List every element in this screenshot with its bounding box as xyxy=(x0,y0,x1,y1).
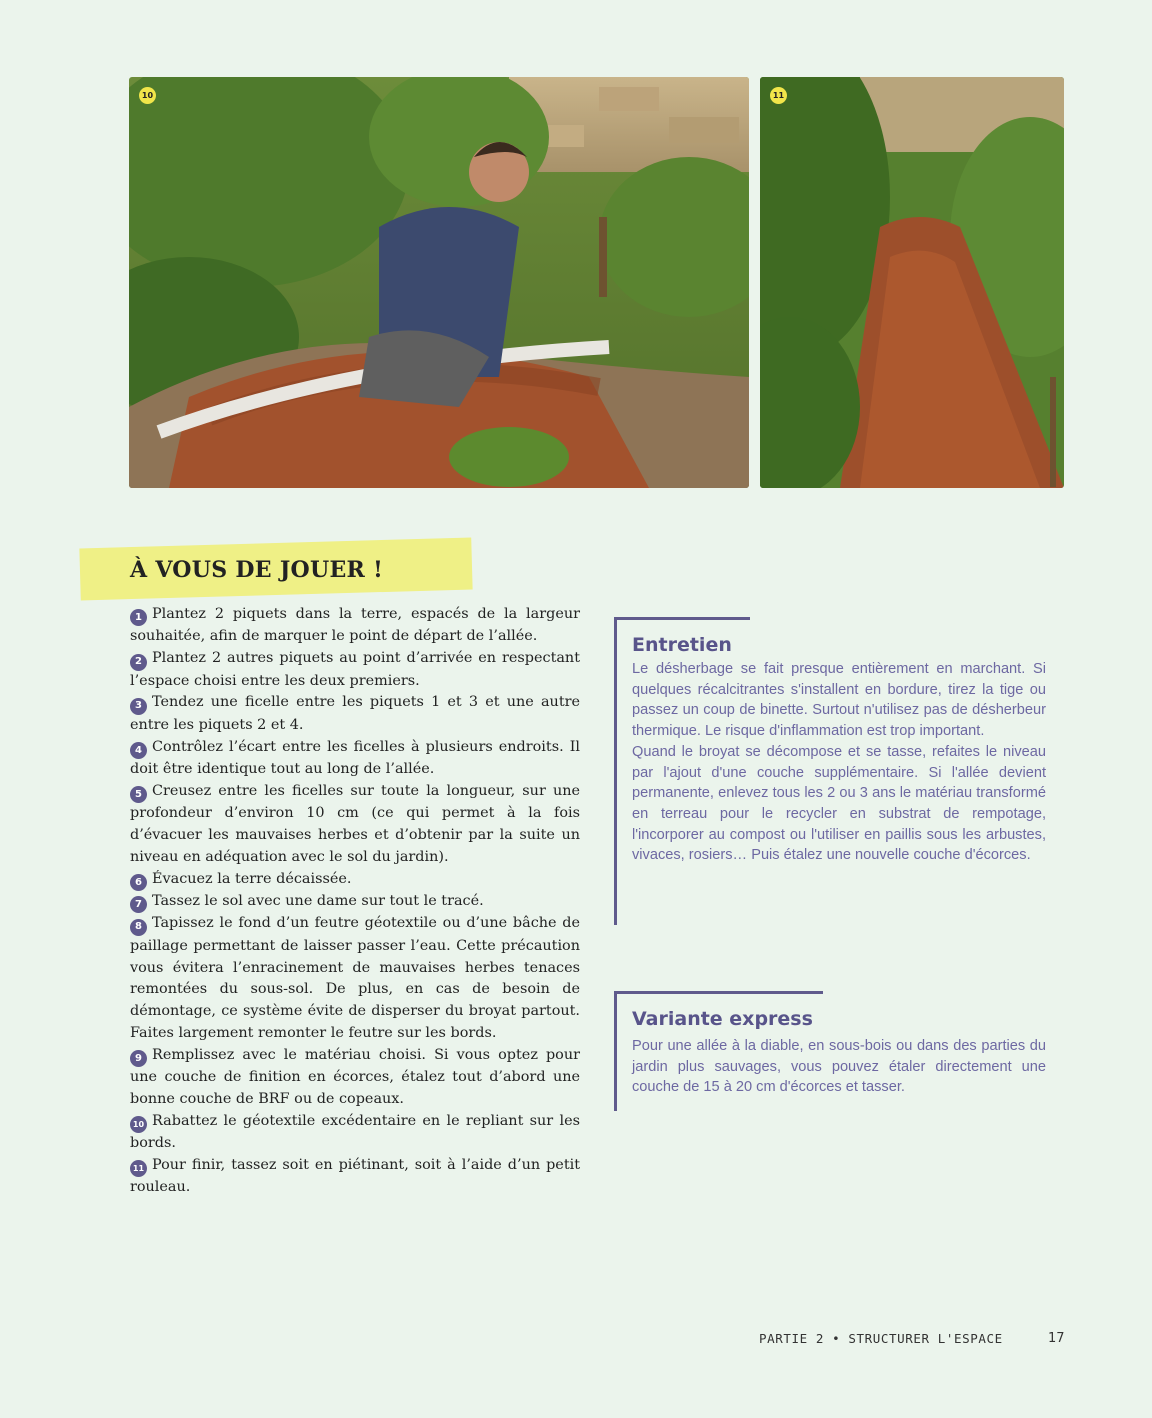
step-item xyxy=(130,869,580,891)
page-number: 17 xyxy=(1048,1331,1065,1346)
photo-man-laying-path xyxy=(129,77,749,488)
photo-finished-path xyxy=(760,77,1064,488)
step-item xyxy=(130,891,580,913)
step-number: 4 xyxy=(130,742,147,759)
step-text: Pour finir, tassez soit en piétinant, soit à l’aide d’un petit rouleau. xyxy=(130,1156,580,1196)
step-number: 5 xyxy=(130,786,147,803)
step-text: Rabattez le géotextile excédentaire en le repliant sur les bords. xyxy=(130,1112,580,1152)
variante-text: Pour une allée à la diable, en sous-bois ou dans des parties du jardin plus sauvages, vous pouvez étaler directement une couche de 15 à 20 cm d'écorces et tasser. xyxy=(632,1038,1046,1096)
step-text: Contrôlez l’écart entre les ficelles à plusieurs endroits. Il doit être identique tout au long de l’allée. xyxy=(130,738,580,777)
entretien-title: Entretien xyxy=(632,634,732,656)
step-number: 7 xyxy=(130,896,147,913)
step-number: 3 xyxy=(130,698,147,715)
step-item xyxy=(130,648,580,692)
photo-number-badge: 10 xyxy=(139,87,156,104)
section-title: À VOUS DE JOUER ! xyxy=(130,557,384,583)
box-top-rule xyxy=(617,991,823,994)
running-head: PARTIE 2 • STRUCTURER L'ESPACE xyxy=(759,1331,1003,1346)
garden-photo-illustration xyxy=(129,77,749,488)
step-number: 9 xyxy=(130,1050,147,1067)
step-item xyxy=(130,781,580,869)
step-number: 8 xyxy=(130,919,147,936)
step-item xyxy=(130,692,580,736)
variante-title: Variante express xyxy=(632,1008,813,1030)
step-text: Tapissez le fond d’un feutre géotextile ou d’une bâche de paillage permettant de laisser passer l’eau. Cette précaution vous évitera l’enracinement de mauvaises herbes tenaces remontées du sous-sol. De plus, en cas de besoin de démontage, ce système évite de disperser du broyat partout. Faites largement remonter le feutre sur les bords. xyxy=(130,915,580,1041)
step-number: 1 xyxy=(130,609,147,626)
photo-number-badge: 11 xyxy=(770,87,787,104)
step-text: Plantez 2 autres piquets au point d’arrivée en respectant l’espace choisi entre les deux premiers. xyxy=(130,650,580,689)
entretien-box xyxy=(614,617,1046,925)
step-item xyxy=(130,737,580,781)
step-number: 11 xyxy=(130,1160,147,1177)
box-top-rule xyxy=(617,617,750,620)
step-number: 6 xyxy=(130,874,147,891)
step-item xyxy=(130,604,580,648)
step-text: Plantez 2 piquets dans la terre, espacés de la largeur souhaitée, afin de marquer le point de départ de l’allée. xyxy=(130,606,580,645)
step-text: Tassez le sol avec une dame sur tout le tracé. xyxy=(152,892,484,909)
step-item xyxy=(130,1111,580,1155)
garden-path-illustration xyxy=(760,77,1064,488)
step-item xyxy=(130,913,580,1044)
steps-list xyxy=(130,604,580,1199)
step-number: 10 xyxy=(130,1116,147,1133)
variante-box xyxy=(614,991,1046,1111)
step-text: Tendez une ficelle entre les piquets 1 et 3 et une autre entre les piquets 2 et 4. xyxy=(130,694,580,733)
entretien-paragraph: Le désherbage se fait presque entièrement en marchant. Si quelques récalcitrantes s'installent en bordure, tirez la tige ou passez un coup de binette. Surtout n'utilisez pas de désherbeur thermique. Le risque d'inflammation est trop important. xyxy=(632,661,1046,740)
step-item xyxy=(130,1155,580,1199)
step-text: Creusez entre les ficelles sur toute la longueur, sur une profondeur d’environ 10 cm (ce qui permet à la fois d’évacuer les mauvaises herbes et d’obtenir par la suite un niveau en adéquation avec le sol du jardin). xyxy=(130,782,580,865)
entretien-paragraph: Quand le broyat se décompose et se tasse, refaites le niveau par l'ajout d'une couche supplémentaire. Si l'allée devient permanente, enlevez tous les 2 ou 3 ans le matériau transformé en terreau pour le recycler en substrat de rempotage, l'incorporer au compost ou l'utiliser en paillis sous les arbustes, vivaces, rosiers… Puis étalez une nouvelle couche d'écorces. xyxy=(632,743,1046,864)
step-text: Évacuez la terre décaissée. xyxy=(152,870,352,887)
step-text: Remplissez avec le matériau choisi. Si vous optez pour une couche de finition en écorces, étalez tout d’abord une bonne couche de BRF ou de copeaux. xyxy=(130,1046,580,1107)
step-item xyxy=(130,1045,580,1111)
step-number: 2 xyxy=(130,654,147,671)
